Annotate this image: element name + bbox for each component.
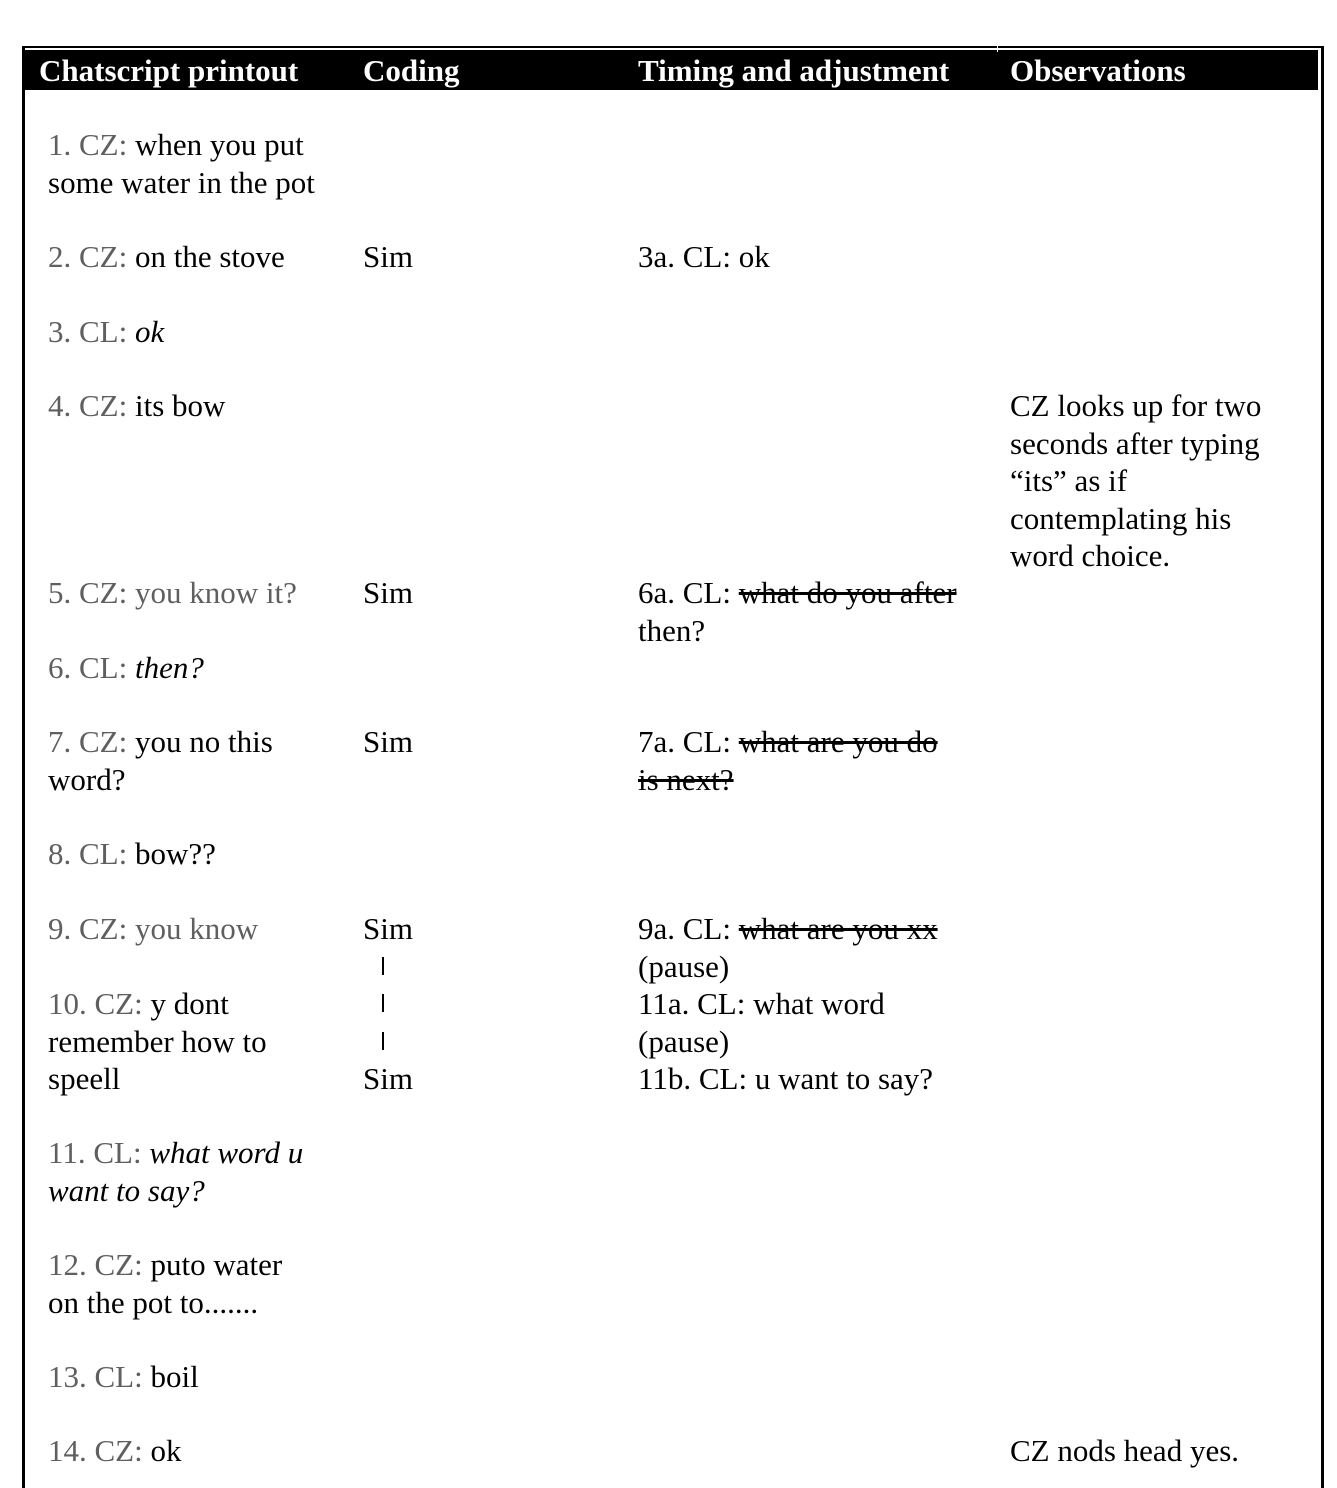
coding-line-7: Sim [363, 724, 413, 759]
line-text: remember how to [48, 1023, 267, 1059]
timing-7a [638, 723, 938, 798]
line-number: 1. CZ: [48, 127, 128, 162]
coding-connector [382, 994, 384, 1012]
line-text: its bow [127, 388, 226, 423]
chat-line-14 [48, 1432, 181, 1470]
line-number: 8. CL: [48, 836, 128, 871]
observation-text: seconds after typing [1010, 425, 1260, 461]
line-text: on the stove [127, 239, 285, 274]
line-number: 4. CZ: [48, 388, 128, 423]
line-number: 7. CZ: [48, 724, 128, 759]
timing-text: 11a. CL: what word [638, 986, 885, 1021]
timing-prefix: 9a. CL: [638, 911, 739, 946]
chat-line-8 [48, 835, 216, 873]
line-text: then? [127, 650, 204, 685]
header-separator [997, 46, 998, 52]
chat-line-3 [48, 313, 164, 351]
observation-text: “its” as if [1010, 463, 1128, 498]
struck-text: what do you after [738, 575, 957, 610]
line-number: 13. CL: [48, 1359, 143, 1394]
chat-line-9 [48, 910, 258, 948]
coding-line-5: Sim [363, 575, 413, 610]
struck-text: what are you xx [738, 911, 938, 946]
timing-text: (pause) [638, 948, 730, 984]
line-number: 12. CZ: [48, 1247, 143, 1282]
line-number: 11. CL: [48, 1135, 142, 1170]
line-number: 5. CZ: [48, 575, 128, 610]
line-text: word? [48, 761, 126, 797]
line-text: you know [127, 911, 259, 946]
chat-line-4 [48, 387, 225, 425]
coding-line-10: Sim [363, 1061, 413, 1096]
coding-line-2: Sim [363, 239, 413, 274]
observation-14: CZ nods head yes. [1010, 1433, 1240, 1468]
coding-connector [382, 957, 384, 975]
line-text: y dont [142, 986, 229, 1021]
line-number: 2. CZ: [48, 239, 128, 274]
line-text: ok [142, 1433, 182, 1468]
chat-line-12 [48, 1246, 282, 1321]
line-text: some water in the pot [48, 164, 315, 200]
chat-line-11 [48, 1134, 303, 1209]
chat-line-13 [48, 1358, 199, 1396]
header-timing: Timing and adjustment [638, 53, 950, 88]
struck-text: what are you do [738, 724, 938, 759]
observation-text: contemplating his [1010, 500, 1232, 536]
observation-text: word choice. [1010, 538, 1171, 573]
struck-text: is next? [638, 761, 734, 797]
line-text: want to say? [48, 1172, 205, 1208]
line-text: bow?? [127, 836, 216, 871]
line-text: ok [127, 314, 165, 349]
coding-connector [382, 1032, 384, 1050]
observation-4 [1010, 387, 1261, 575]
line-text: on the pot to....... [48, 1284, 259, 1320]
observation-text: CZ looks up for two [1010, 388, 1262, 423]
line-text: you no this [127, 724, 273, 759]
line-text: puto water [142, 1247, 283, 1282]
chat-line-6 [48, 649, 204, 687]
timing-prefix: 7a. CL: [638, 724, 739, 759]
line-number: 3. CL: [48, 314, 128, 349]
chat-line-10 [48, 985, 267, 1098]
chat-line-7 [48, 723, 273, 798]
chat-line-5 [48, 574, 297, 612]
line-number: 9. CZ: [48, 911, 128, 946]
line-text: speell [48, 1061, 121, 1096]
header-coding: Coding [363, 53, 460, 88]
line-text: boil [142, 1359, 199, 1394]
timing-11a [638, 985, 885, 1060]
line-number: 6. CL: [48, 650, 128, 685]
chat-line-2 [48, 238, 285, 276]
line-number: 10. CZ: [48, 986, 143, 1021]
line-text: what word u [141, 1135, 304, 1170]
line-text: you know it? [127, 575, 297, 610]
coding-line-9: Sim [363, 911, 413, 946]
line-number: 14. CZ: [48, 1433, 143, 1468]
header-observations: Observations [1010, 53, 1186, 88]
timing-text: then? [638, 612, 706, 648]
line-text: when you put [127, 127, 304, 162]
timing-11b: 11b. CL: u want to say? [638, 1061, 934, 1096]
chat-line-1 [48, 126, 315, 201]
timing-prefix: 6a. CL: [638, 575, 739, 610]
timing-3a: 3a. CL: ok [638, 239, 770, 274]
timing-text: (pause) [638, 1023, 730, 1059]
timing-9a [638, 910, 938, 985]
timing-6a [638, 574, 957, 649]
header-chatscript: Chatscript printout [39, 53, 299, 88]
